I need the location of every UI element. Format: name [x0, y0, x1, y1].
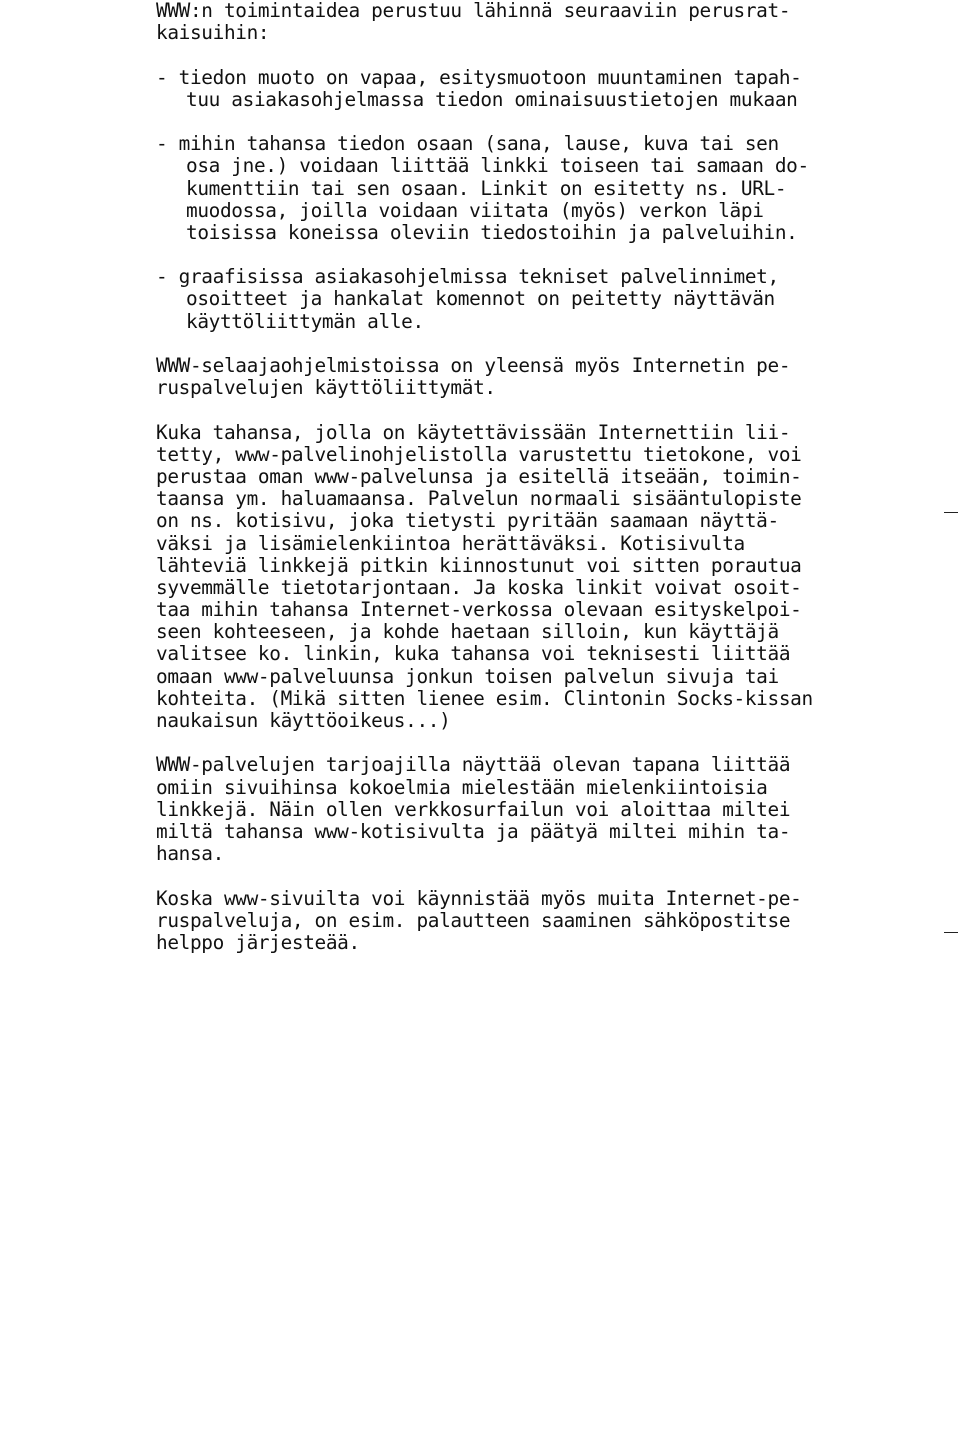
text-line: - tiedon muoto on vapaa, esitysmuotoon muuntaminen tapah-	[156, 65, 802, 89]
text-line: käyttöliittymän alle.	[186, 309, 424, 333]
text-line: on ns. kotisivu, joka tietysti pyritään saamaan näyttä-	[156, 509, 779, 533]
text-paragraph	[156, 355, 946, 399]
text-line: omaan www-palveluunsa jonkun toisen palvelun sivuja tai	[156, 664, 779, 688]
text-line: valitsee ko. linkin, kuka tahansa voi teknisesti liittää	[156, 642, 791, 666]
text-line: naukaisun käyttöoikeus...)	[156, 709, 451, 732]
bullet-paragraph	[156, 266, 946, 333]
text-line: taa mihin tahansa Internet-verkossa olevaan esityskelpoi-	[156, 598, 802, 622]
text-line: linkkejä. Näin ollen verkkosurfailun voi aloittaa miltei	[156, 797, 791, 821]
text-line: ruspalveluja, on esim. palautteen saaminen sähköpostitse	[156, 908, 791, 932]
text-line: tuu asiakasohjelmassa tiedon ominaisuustietojen mukaan	[186, 87, 798, 111]
text-line: omiin sivuihinsa kokoelmia mielestään mielenkiintoisia	[156, 775, 768, 799]
text-line: syvemmälle tietotarjontaan. Ja koska linkit voivat osoit-	[156, 575, 802, 599]
text-line: - graafisissa asiakasohjelmissa tekniset palvelinnimet,	[156, 265, 779, 289]
text-line: osa jne.) voidaan liittää linkki toiseen tai samaan do-	[186, 154, 809, 178]
text-line: Koska www-sivuilta voi käynnistää myös muita Internet-pe-	[156, 886, 802, 910]
text-paragraph	[156, 0, 946, 44]
text-line: helppo järjesteää.	[156, 930, 360, 954]
text-line: WWW-selaajaohjelmistoissa on yleensä myös Internetin pe-	[156, 354, 791, 377]
text-line: WWW:n toimintaidea perustuu lähinnä seuraaviin perusrat-	[156, 0, 791, 22]
text-line: perustaa oman www-palvelunsa ja esitellä itseään, toimin-	[156, 464, 802, 488]
bullet-paragraph	[156, 67, 946, 111]
text-line: WWW-palvelujen tarjoajilla näyttää olevan tapana liittää	[156, 753, 791, 777]
text-line: lähteviä linkkejä pitkin kiinnostunut voi sitten porautua	[156, 553, 802, 577]
text-line: muodossa, joilla voidaan viitata (myös) verkon läpi	[186, 198, 764, 222]
text-line: ruspalvelujen käyttöliittymät.	[156, 376, 496, 400]
margin-mark	[944, 512, 958, 513]
text-paragraph	[156, 888, 946, 955]
text-line: tetty, www-palvelinohjelistolla varustettu tietokone, voi	[156, 442, 802, 466]
text-line: Kuka tahansa, jolla on käytettävissään Internettiin lii-	[156, 420, 791, 444]
text-line: taansa ym. haluamaansa. Palvelun normaali sisääntulopiste	[156, 487, 802, 511]
text-line: kohteita. (Mikä sitten lienee esim. Clintonin Socks-kissan	[156, 686, 813, 710]
text-line: osoitteet ja hankalat komennot on peitetty näyttävän	[186, 287, 775, 311]
text-line: miltä tahansa www-kotisivulta ja päätyä miltei mihin ta-	[156, 819, 791, 843]
document-body	[156, 0, 946, 976]
text-line: seen kohteeseen, ja kohde haetaan silloin, kun käyttäjä	[156, 620, 779, 644]
text-line: väksi ja lisämielenkiintoa herättäväksi. Kotisivulta	[156, 531, 745, 555]
bullet-paragraph	[156, 133, 946, 244]
text-paragraph	[156, 422, 946, 733]
text-line: hansa.	[156, 842, 224, 866]
text-line: toisissa koneissa oleviin tiedostoihin ja palveluihin.	[186, 220, 798, 244]
text-paragraph	[156, 754, 946, 865]
text-line: kumenttiin tai sen osaan. Linkit on esitetty ns. URL-	[186, 176, 787, 200]
text-line: kaisuihin:	[156, 21, 270, 45]
text-line: - mihin tahansa tiedon osaan (sana, lause, kuva tai sen	[156, 132, 779, 156]
margin-mark	[944, 932, 958, 933]
